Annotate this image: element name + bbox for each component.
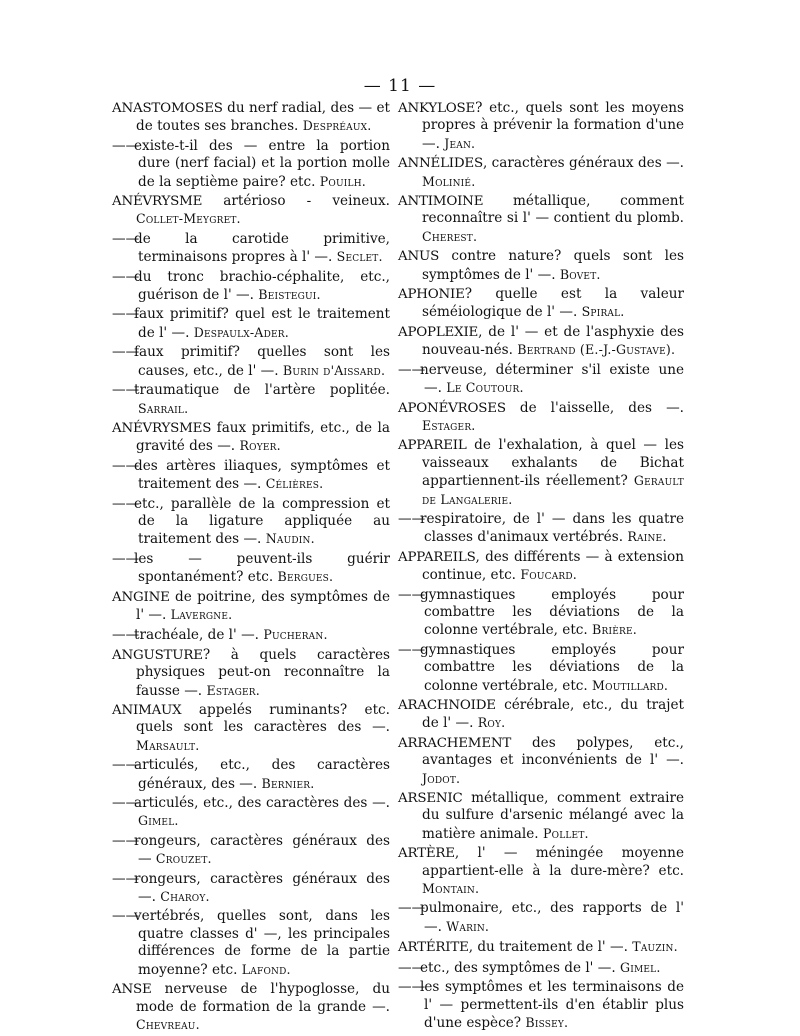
entry-author: Montain. [422, 881, 480, 897]
entry-author: Roy. [477, 715, 506, 731]
entry-author: Bovet. [559, 266, 601, 282]
subentry-dash: —— [112, 908, 140, 925]
entry-text: nerveuse, déterminer s'il existe une —. [420, 361, 684, 397]
subentry-dash: —— [112, 832, 140, 849]
entry-text: du tronc brachio-céphalite, etc., guérison de l' —. [134, 268, 390, 304]
index-subentry [112, 269, 390, 305]
entry-text: de l'exhalation, à quel — les vaisseaux exhalants de Bichat appartiennent-ils réellement? [422, 437, 684, 490]
entry-heading: ARACHNOIDE [398, 698, 496, 713]
index-subentry [398, 511, 684, 547]
entry-heading: ARTÈRE [398, 846, 455, 862]
index-subentry [112, 458, 390, 494]
entry-heading: ARRACHEMENT [398, 735, 512, 751]
entry-heading: ANÉVRYSMES [112, 420, 212, 436]
index-subentry [398, 642, 684, 695]
index-subentry [112, 231, 390, 267]
entry-author: Warin. [446, 918, 490, 934]
index-entry [112, 981, 390, 1034]
entry-text: etc., des symptômes de l' —. [420, 959, 620, 976]
index-entry [112, 193, 390, 229]
entry-heading: ARTÉRITE [398, 940, 469, 956]
subentry-dash: —— [112, 382, 140, 399]
subentry-dash: —— [112, 627, 140, 644]
entry-text: de poitrine, des symptômes de l' —. [136, 588, 390, 623]
entry-author: Crouzet. [155, 851, 212, 867]
index-subentry [398, 900, 684, 936]
entry-text: ? à quels caractères physiques peut-on reconnaître la fausse —. [136, 646, 390, 699]
entry-text: nerveuse de l'hypoglosse, du mode de formation de la grande —. [136, 981, 390, 1015]
entry-heading: ANASTOMOSES [112, 101, 223, 116]
entry-author: Burin d'Aissard. [282, 362, 386, 378]
index-subentry [398, 587, 684, 640]
entry-text: , caractères généraux des —. [482, 155, 684, 172]
entry-text: etc., parallèle de la compression et de la ligature appliquée au traitement des —. [134, 495, 390, 548]
entry-text: , l' — méningée moyenne appartient-elle à la dure-mère? etc. [422, 845, 684, 879]
entry-text: cérébrale, etc., du trajet de l' —. [422, 697, 684, 732]
entry-heading: ANKYLOSE [398, 101, 476, 116]
index-entry [398, 155, 684, 191]
entry-text: , de l' — et de l'asphyxie des nouveau-nés. [422, 323, 684, 359]
entry-author: Bertrand (E.-J.-Gustave). [517, 342, 676, 358]
subentry-dash: —— [112, 457, 140, 474]
entry-author: Tauzin. [632, 939, 678, 955]
index-entry [398, 324, 684, 360]
entry-author: Raine. [627, 529, 667, 545]
entry-author: Beistegui. [258, 287, 321, 303]
subentry-dash: —— [112, 550, 140, 567]
entry-heading: ANIMAUX [112, 703, 182, 718]
subentry-dash: —— [398, 900, 426, 917]
index-entry [112, 420, 390, 456]
subentry-dash: —— [398, 641, 426, 658]
subentry-dash: —— [112, 870, 140, 887]
index-entry [398, 845, 684, 898]
entry-text: artérioso - veineux. [202, 193, 390, 210]
entry-text: des artères iliaques, symptômes et traitement des —. [134, 457, 390, 493]
entry-text: vertébrés, quelles sont, dans les quatre classes d' —, les principales différences de forme de la partie moyenne? etc. [134, 908, 390, 978]
index-subentry [112, 138, 390, 191]
entry-text: métallique, comment reconnaître si l' — contient du plomb. [422, 193, 684, 227]
entry-heading: APPAREILS [398, 549, 476, 565]
index-subentry [398, 979, 684, 1032]
entry-text: des polypes, etc., avantages et inconvénients de l' —. [422, 734, 684, 769]
entry-heading: ANNÉLIDES [398, 156, 483, 172]
subentry-dash: —— [112, 306, 140, 323]
entry-author: Royer. [239, 438, 281, 454]
entry-heading: ANÉVRYSME [112, 194, 203, 210]
entry-text: rongeurs, caractères généraux des —. [134, 870, 390, 906]
entry-text: faux primitif? quelles sont les causes, etc., de l' —. [134, 344, 390, 379]
entry-author: Gimel. [138, 813, 179, 829]
entry-heading: APHONIE [398, 287, 465, 303]
entry-heading: ANSE [112, 982, 152, 998]
index-entry [398, 938, 684, 956]
index-subentry [112, 833, 390, 869]
index-entry [398, 100, 684, 153]
entry-author: Cherest. [422, 228, 478, 244]
index-subentry [112, 795, 390, 831]
index-entry [398, 697, 684, 733]
index-subentry [398, 959, 684, 977]
entry-author: Foucard. [520, 567, 578, 583]
entry-author: Le Coutour. [446, 380, 524, 396]
entry-text: ? quelle est la valeur séméiologique de l' —. [422, 286, 684, 321]
entry-text: faux primitif? quel est le traitement de l' —. [134, 306, 390, 341]
subentry-dash: —— [398, 979, 426, 996]
index-entry [112, 100, 390, 136]
entry-author: Bergues. [277, 569, 334, 585]
entry-heading: ANTIMOINE [398, 194, 484, 210]
entry-text: métallique, comment extraire du sulfure d'arsenic mélangé avec la matière animale. [422, 790, 684, 842]
index-entry [398, 248, 684, 284]
entry-heading: APONÉVROSES [398, 400, 506, 416]
subentry-dash: —— [112, 795, 140, 812]
entry-author: Lafond. [241, 961, 291, 977]
index-subentry [398, 362, 684, 398]
index-subentry [112, 908, 390, 979]
entry-author: Gerault de Langalerie. [422, 473, 684, 507]
entry-text: existe-t-il des — entre la portion dure (nerf facial) et la portion molle de la septième paire? etc. [134, 137, 390, 190]
subentry-dash: —— [398, 959, 426, 976]
right-column [398, 100, 684, 1034]
entry-heading: ANUS [398, 249, 440, 265]
entry-author: Marsault. [136, 737, 200, 753]
entry-author: Brière. [592, 622, 637, 638]
entry-heading: ARSENIC [398, 791, 463, 807]
entry-author: Collet-Meygret. [136, 211, 241, 227]
entry-author: Despréaux. [302, 118, 372, 134]
entry-author: Célières. [265, 476, 324, 492]
entry-author: Lavergne. [170, 606, 233, 622]
entry-heading: APOPLEXIE [398, 324, 479, 340]
entry-text: les — peuvent-ils guérir spontanément? etc. [134, 550, 390, 586]
entry-text: , des différents — à extension continue, etc. [422, 548, 684, 584]
index-entry [112, 647, 390, 700]
entry-text: faux primitifs, etc., de la gravité des —. [136, 419, 390, 455]
subentry-dash: —— [398, 361, 426, 378]
entry-text: trachéale, de l' —. [134, 627, 264, 644]
entry-heading: APPAREIL [398, 438, 467, 454]
entry-author: Despaulx-Ader. [193, 324, 289, 340]
subentry-dash: —— [112, 344, 140, 361]
entry-author: Molinié. [422, 173, 476, 189]
subentry-dash: —— [398, 510, 426, 527]
entry-text: traumatique de l'artère poplitée. [134, 382, 390, 399]
entry-author: Spiral. [581, 304, 625, 320]
entry-text: pulmonaire, etc., des rapports de l' —. [420, 900, 684, 935]
index-subentry [112, 871, 390, 907]
index-subentry [112, 551, 390, 587]
index-subentry [112, 344, 390, 380]
page-number: — 11 — [363, 76, 437, 96]
entry-author: Seclet. [336, 249, 383, 265]
index-entry [398, 400, 684, 436]
index-subentry [112, 306, 390, 342]
entry-author: Estager. [206, 682, 260, 698]
index-entry [112, 702, 390, 755]
entry-text: respiratoire, de l' — dans les quatre classes d'animaux vertébrés. [420, 510, 684, 546]
entry-author: Bissey. [525, 1014, 569, 1030]
entry-author: Chevreau. [136, 1016, 200, 1032]
entry-author: Pucheran. [263, 627, 328, 643]
entry-text: les symptômes et les terminaisons de l' — permettent-ils d'en établir plus d'une espèce? [420, 979, 684, 1031]
entry-author: Jodot. [422, 770, 461, 786]
index-subentry [112, 757, 390, 793]
entry-heading: ANGUSTURE [112, 647, 203, 663]
entry-text: , du traitement de l' —. [468, 939, 633, 956]
entry-author: Sarrail. [138, 400, 189, 416]
entry-text: ? etc., quels sont les moyens propres à prévenir la formation d'une —. [422, 100, 684, 152]
subentry-dash: —— [112, 230, 140, 247]
entry-text: gymnastiques employés pour combattre les déviations de la colonne vertébrale, etc. [420, 641, 684, 694]
entry-text: du nerf radial, des — et de toutes ses branches. [136, 100, 390, 135]
subentry-dash: —— [112, 495, 140, 512]
index-subentry [112, 496, 390, 549]
subentry-dash: —— [112, 268, 140, 285]
entry-text: contre nature? quels sont les symptômes de l' —. [422, 248, 684, 283]
index-entry [398, 286, 684, 322]
entry-text: articulés, etc., des caractères des —. [134, 795, 390, 812]
entry-author: Bernier. [261, 775, 315, 791]
index-entry [398, 193, 684, 246]
entry-author: Charoy. [160, 889, 210, 905]
entry-text: de la carotide primitive, terminaisons propres à l' —. [134, 230, 390, 266]
index-entry [398, 790, 684, 843]
entry-author: Jean. [444, 135, 476, 151]
entry-heading: ANGINE [112, 589, 170, 605]
index-subentry [112, 626, 390, 644]
index-entry [398, 437, 684, 509]
entry-text: appelés ruminants? etc. quels sont les caractères des —. [136, 702, 390, 736]
entry-author: Estager. [422, 417, 476, 433]
entry-author: Naudin. [265, 531, 315, 547]
entry-text: gymnastiques employés pour combattre les déviations de la colonne vertébrale, etc. [420, 586, 684, 639]
entry-text: rongeurs, caractères généraux des — [134, 832, 390, 868]
entry-author: Pouilh. [319, 173, 366, 189]
index-entry [398, 735, 684, 788]
entry-author: Gimel. [619, 959, 661, 975]
left-column [112, 100, 390, 1036]
entry-author: Moutillard. [592, 677, 669, 693]
entry-author: Pollet. [542, 825, 589, 841]
subentry-dash: —— [112, 137, 140, 154]
entry-text: de l'aisselle, des —. [505, 399, 684, 416]
index-entry [398, 549, 684, 585]
index-subentry [112, 382, 390, 418]
subentry-dash: —— [112, 757, 140, 774]
index-entry [112, 589, 390, 625]
entry-text: articulés, etc., des caractères généraux, des —. [134, 757, 390, 792]
subentry-dash: —— [398, 586, 426, 603]
